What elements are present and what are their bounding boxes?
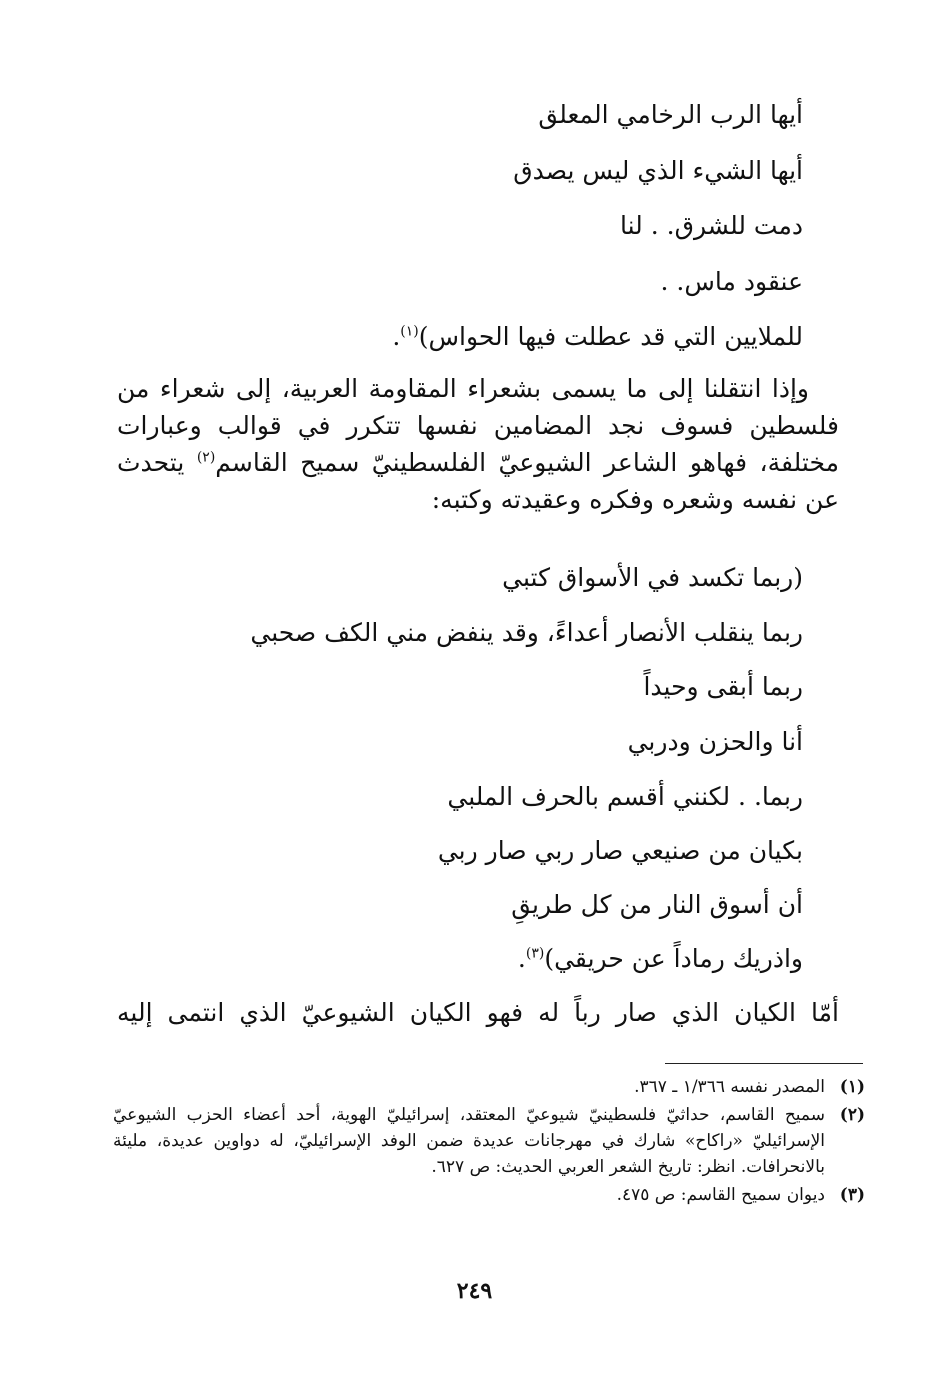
verse-line: دمت للشرق. . لنا	[620, 211, 803, 240]
verse-line	[518, 942, 803, 976]
footnote-marker: (٢)	[196, 449, 216, 466]
footnote	[113, 1074, 865, 1100]
footnote-text: ديوان سميح القاسم: ص ٤٧٥.	[616, 1185, 825, 1205]
verse-line: أنا والحزن ودربي	[627, 727, 803, 756]
footnote-marker: (١)	[400, 323, 419, 340]
footnote-marker: (٣)	[525, 945, 545, 962]
footnote	[113, 1182, 865, 1208]
footnotes	[113, 1074, 865, 1210]
verse-line: (ربما تكسد في الأسواق كتبي	[502, 563, 803, 592]
verse-line: ربما. . لكنني أقسم بالحرف الملبي	[447, 782, 803, 811]
verse-line: أن أسوق النار من كل طريقِ	[511, 890, 803, 919]
footnote-number: (٢)	[839, 1105, 865, 1125]
prose-continuation: أمّا الكيان الذي صار رباً له فهو الكيان الشيوعيّ الذي انتمى إليه	[117, 998, 839, 1027]
verse-text: للملايين التي قد عطلت فيها الحواس)	[418, 322, 803, 351]
footnote	[113, 1102, 865, 1180]
verse-end-period: .	[517, 944, 526, 973]
verse-line: عنقود ماس. .	[660, 267, 803, 296]
prose-paragraph	[117, 370, 839, 518]
prose-text: وإذا انتقلنا إلى ما يسمى بشعراء المقاومة العربية، إلى شعراء من فلسطين فسوف نجد المضامين نفسها تتكرر في قوالب وعبارات مختلفة، فهاهو الشاعر الشيوعيّ الفلسطينيّ سميح القاسم	[117, 374, 839, 477]
footnote-number: (٣)	[839, 1185, 865, 1205]
verse-line: أيها الشيء الذي ليس يصدق	[513, 156, 803, 185]
footnote-text: سميح القاسم، حداثيّ فلسطينيّ شيوعيّ المعتقد، إسرائيليّ الهوية، أحد أعضاء الحزب الشيوعيّ الإسرائيليّ «راكاح» شارك في مهرجانات عديدة ضمن الوفد الإسرائيليّ، له دواوين عديدة، مليئة بالانحرافات. انظر: تاريخ الشعر العربي الحديث: ص ٦٢٧.	[113, 1105, 825, 1177]
footnote-separator	[665, 1063, 863, 1064]
verse-line: بكيان من صنيعي صار ربي صار ربي	[437, 836, 803, 865]
page-number: ٢٤٩	[456, 1278, 493, 1304]
footnote-text: المصدر نفسه ١/٣٦٦ ـ ٣٦٧.	[634, 1077, 825, 1097]
verse-line: أيها الرب الرخامي المعلق	[538, 100, 803, 129]
verse-line	[392, 320, 803, 354]
verse-text: واذريك رماداً عن حريقي)	[544, 944, 803, 973]
footnote-number: (١)	[839, 1077, 865, 1097]
verse-end-period: .	[392, 322, 401, 351]
verse-line: ربما أبقى وحيداً	[643, 672, 803, 701]
verse-line: ربما ينقلب الأنصار أعداءً، وقد ينفض مني الكف صحبي	[250, 618, 803, 647]
prose-text: يتحدث عن نفسه وشعره وفكره وعقيدته وكتبه:	[117, 448, 839, 514]
